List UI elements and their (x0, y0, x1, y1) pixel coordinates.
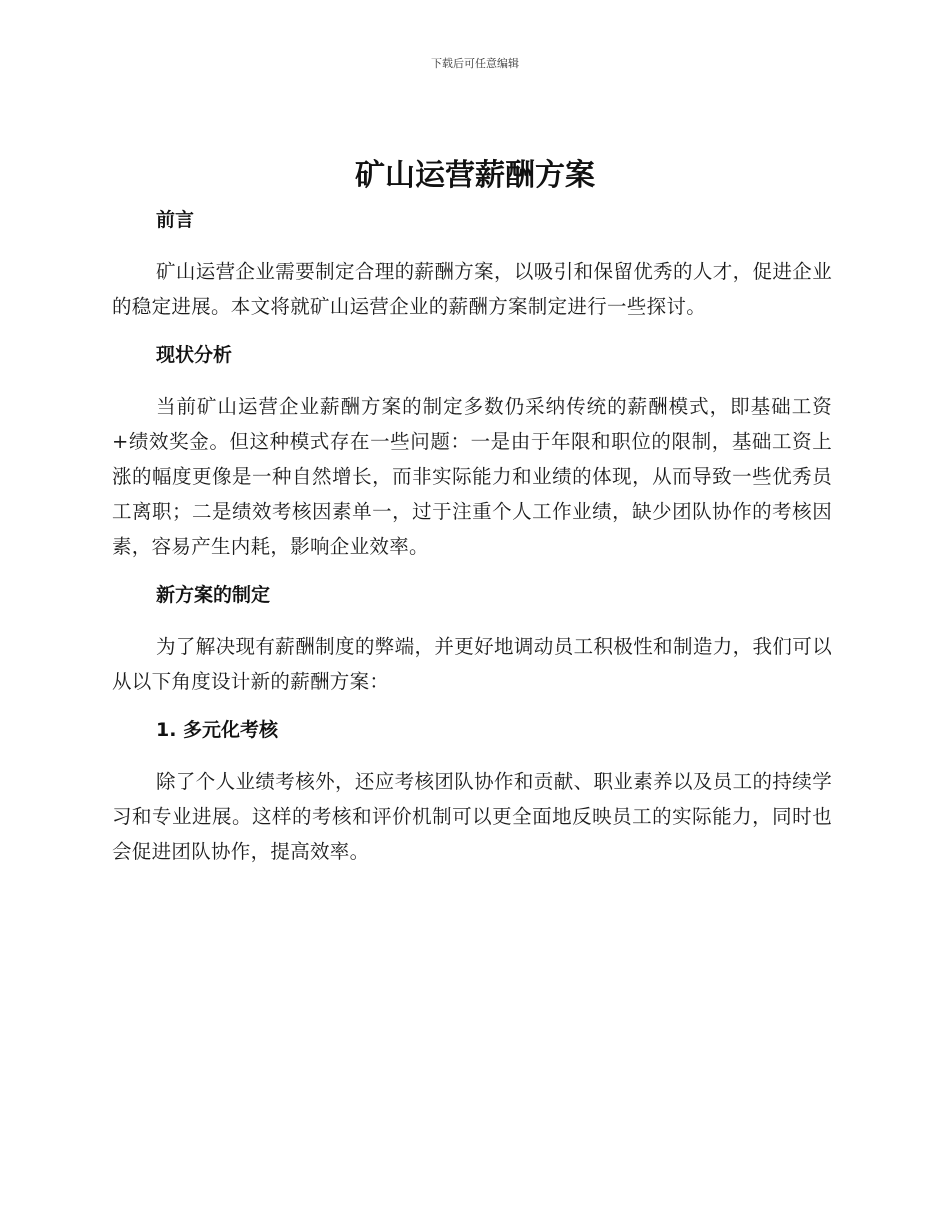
section-heading-diversified-assessment: 1. 多元化考核 (156, 719, 279, 741)
section-paragraph-preface: 矿山运营企业需要制定合理的薪酬方案，以吸引和保留优秀的人才，促进企业的稳定进展。本文将就矿山运营企业的薪酬方案制定进行一些探讨。 (112, 260, 832, 318)
section-heading-status-analysis: 现状分析 (156, 344, 233, 366)
document-title: 矿山运营薪酬方案 (355, 158, 595, 193)
header-note: 下载后可任意编辑 (431, 57, 519, 70)
section-paragraph-status-analysis: 当前矿山运营企业薪酬方案的制定多数仍采纳传统的薪酬模式，即基础工资+绩效奖金。但这种模式存在一些问题：一是由于年限和职位的限制，基础工资上涨的幅度更像是一种自然增长，而非实际能力和业绩的体现，从而导致一些优秀员工离职；二是绩效考核因素单一，过于注重个人工作业绩，缺少团队协作的考核因素，容易产生内耗，影响企业效率。 (112, 395, 832, 558)
section-heading-preface: 前言 (156, 209, 195, 231)
document-body (112, 203, 832, 869)
section-paragraph-new-plan: 为了解决现有薪酬制度的弊端，并更好地调动员工积极性和制造力，我们可以从以下角度设计新的薪酬方案： (112, 635, 832, 693)
section-paragraph-diversified-assessment: 除了个人业绩考核外，还应考核团队协作和贡献、职业素养以及员工的持续学习和专业进展。这样的考核和评价机制可以更全面地反映员工的实际能力，同时也会促进团队协作，提高效率。 (112, 770, 832, 863)
section-heading-new-plan: 新方案的制定 (156, 584, 271, 606)
